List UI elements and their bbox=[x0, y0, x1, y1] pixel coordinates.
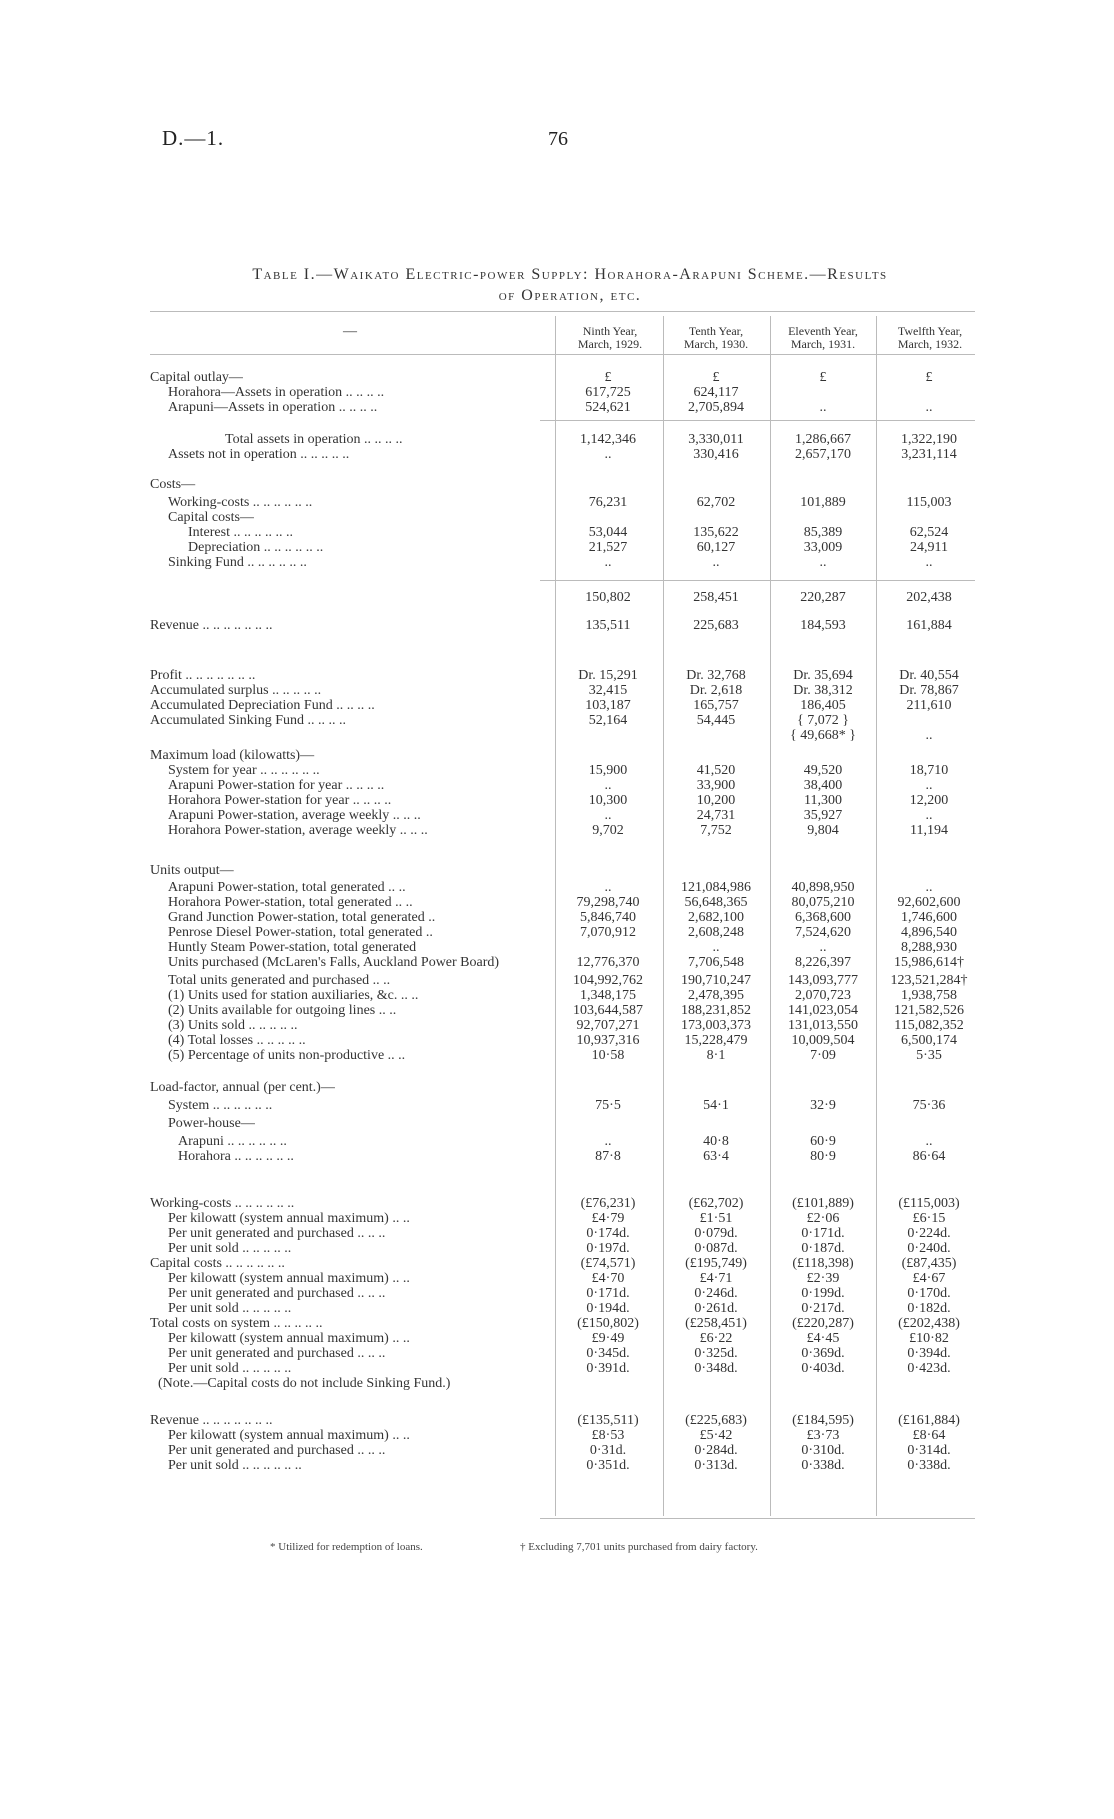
row-value-col-1: .. bbox=[604, 1134, 612, 1149]
row-label: Per unit generated and purchased .. .. .. bbox=[168, 1226, 386, 1241]
row-value-col-3: 0·171d. bbox=[801, 1226, 845, 1241]
row-value-col-4: 6,500,174 bbox=[901, 1033, 957, 1048]
row-value-col-4: 202,438 bbox=[906, 590, 952, 605]
row-value-col-1: 9,702 bbox=[592, 823, 624, 838]
row-value-col-3: 131,013,550 bbox=[788, 1018, 858, 1033]
row-value-col-4: 0·170d. bbox=[907, 1286, 951, 1301]
row-value-col-3: 0·187d. bbox=[801, 1241, 845, 1256]
row-value-col-3: 49,520 bbox=[803, 763, 843, 778]
row-label: Per unit generated and purchased .. .. .. bbox=[168, 1346, 386, 1361]
row-label: Total assets in operation .. .. .. .. bbox=[225, 432, 403, 447]
row-value-col-1: 103,187 bbox=[585, 698, 631, 713]
row-value-col-2: £1·51 bbox=[699, 1211, 733, 1226]
row-label: Maximum load (kilowatts)— bbox=[150, 748, 315, 763]
row-value-col-2: 3,330,011 bbox=[688, 432, 744, 447]
row-value-col-2: 60,127 bbox=[696, 540, 736, 555]
row-value-col-4: .. bbox=[925, 808, 933, 823]
row-label: Assets not in operation .. .. .. .. .. bbox=[168, 447, 350, 462]
footnote-dagger: † Excluding 7,701 units purchased from dairy factory. bbox=[520, 1541, 758, 1553]
table-header-rule bbox=[150, 354, 975, 355]
column-header-1-line2: March, 1929. bbox=[577, 337, 643, 351]
row-value-col-2: £5·42 bbox=[699, 1428, 733, 1443]
row-value-col-4: 4,896,540 bbox=[901, 925, 957, 940]
footnote-asterisk: * Utilized for redemption of loans. bbox=[270, 1541, 423, 1553]
row-label: Penrose Diesel Power-station, total generated .. bbox=[168, 925, 433, 940]
row-label: (Note.—Capital costs do not include Sinking Fund.) bbox=[158, 1376, 451, 1391]
row-value-col-2: 56,648,365 bbox=[684, 895, 748, 910]
row-value-col-1: (£76,231) bbox=[580, 1196, 636, 1211]
row-value-col-2: 8·1 bbox=[706, 1048, 726, 1063]
row-value-col-3: 11,300 bbox=[804, 793, 842, 808]
row-label: (3) Units sold .. .. .. .. .. bbox=[168, 1018, 298, 1033]
row-value-col-2: 0·087d. bbox=[694, 1241, 738, 1256]
column-header-3-line2: March, 1931. bbox=[790, 337, 856, 351]
row-label: (4) Total losses .. .. .. .. .. bbox=[168, 1033, 306, 1048]
row-value-col-3: 35,927 bbox=[803, 808, 843, 823]
row-value-col-4: 5·35 bbox=[916, 1048, 942, 1063]
row-label: Working-costs .. .. .. .. .. .. bbox=[168, 495, 313, 510]
row-value-col-3: Dr. 35,694 bbox=[793, 668, 853, 683]
row-label: Capital costs .. .. .. .. .. .. bbox=[150, 1256, 285, 1271]
row-value-col-2: (£195,749) bbox=[685, 1256, 747, 1271]
row-value-col-4: (£202,438) bbox=[898, 1316, 960, 1331]
row-value-col-4: £6·15 bbox=[912, 1211, 946, 1226]
row-label: Capital outlay— bbox=[150, 370, 243, 385]
row-value-col-2: 0·313d. bbox=[694, 1458, 738, 1473]
row-value-col-1: 0·194d. bbox=[586, 1301, 630, 1316]
row-label: Per unit generated and purchased .. .. .. bbox=[168, 1443, 386, 1458]
row-value-col-3: 6,368,600 bbox=[795, 910, 851, 925]
row-value-col-1: £4·70 bbox=[591, 1271, 625, 1286]
row-value-col-4: 18,710 bbox=[909, 763, 949, 778]
row-value-col-1: .. bbox=[604, 447, 612, 462]
row-label: Sinking Fund .. .. .. .. .. .. bbox=[168, 555, 307, 570]
row-value-col-2: .. bbox=[712, 940, 720, 955]
table-title-line-1: Table I.—Waikato Electric-power Supply: Horahora-Arapuni Scheme.—Results bbox=[252, 266, 888, 283]
row-value-col-4: .. bbox=[925, 728, 933, 743]
row-value-col-3: £3·73 bbox=[806, 1428, 840, 1443]
row-value-col-4: 161,884 bbox=[906, 618, 952, 633]
row-value-col-3: £4·45 bbox=[806, 1331, 840, 1346]
row-value-col-2: 173,003,373 bbox=[681, 1018, 751, 1033]
row-label: Interest .. .. .. .. .. .. bbox=[188, 525, 293, 540]
row-label: (5) Percentage of units non-productive .. .. bbox=[168, 1048, 406, 1063]
row-label: Total costs on system .. .. .. .. .. bbox=[150, 1316, 323, 1331]
row-value-col-1: 52,164 bbox=[588, 713, 628, 728]
column-header-2-line1: Tenth Year, bbox=[688, 324, 744, 338]
row-value-col-2: (£62,702) bbox=[688, 1196, 744, 1211]
row-value-col-3: 60·9 bbox=[810, 1134, 836, 1149]
row-label: Arapuni Power-station, total generated .. .. bbox=[168, 880, 406, 895]
row-value-col-3: (£184,595) bbox=[792, 1413, 854, 1428]
row-label: Horahora .. .. .. .. .. .. bbox=[178, 1149, 294, 1164]
row-value-col-3: 9,804 bbox=[807, 823, 839, 838]
row-value-col-4: 0·423d. bbox=[907, 1361, 951, 1376]
row-label: (2) Units available for outgoing lines .. .. bbox=[168, 1003, 397, 1018]
row-value-col-2: £6·22 bbox=[699, 1331, 733, 1346]
row-value-col-4: 8,288,930 bbox=[901, 940, 957, 955]
row-label: Horahora—Assets in operation .. .. .. .. bbox=[168, 385, 385, 400]
row-value-col-3: (£118,398) bbox=[792, 1256, 854, 1271]
row-value-col-3: £2·06 bbox=[806, 1211, 840, 1226]
row-value-col-1: 0·197d. bbox=[586, 1241, 630, 1256]
row-value-col-2: 0·284d. bbox=[694, 1443, 738, 1458]
document-code: D.—1. bbox=[162, 126, 225, 150]
row-value-col-4: .. bbox=[925, 1134, 933, 1149]
row-value-col-4: 211,610 bbox=[906, 698, 952, 713]
row-value-col-2: 2,705,894 bbox=[688, 400, 744, 415]
table-bottom-rule bbox=[540, 1518, 975, 1519]
column-header-3-line1: Eleventh Year, bbox=[788, 324, 858, 338]
row-value-col-3: £ bbox=[819, 370, 827, 385]
row-value-col-4: 0·314d. bbox=[907, 1443, 951, 1458]
row-label: Accumulated Depreciation Fund .. .. .. .. bbox=[150, 698, 375, 713]
row-value-col-1: 0·391d. bbox=[586, 1361, 630, 1376]
row-value-col-3: Dr. 38,312 bbox=[793, 683, 853, 698]
row-value-col-4: Dr. 40,554 bbox=[899, 668, 959, 683]
row-value-col-1: 15,900 bbox=[588, 763, 628, 778]
row-value-col-3: 141,023,054 bbox=[788, 1003, 858, 1018]
row-value-col-3: 7,524,620 bbox=[795, 925, 851, 940]
row-value-col-1: .. bbox=[604, 555, 612, 570]
row-value-col-4: 11,194 bbox=[910, 823, 948, 838]
row-value-col-2: Dr. 2,618 bbox=[689, 683, 743, 698]
row-value-col-4: .. bbox=[925, 555, 933, 570]
page-number: 76 bbox=[548, 128, 568, 150]
row-value-col-1: 87·8 bbox=[595, 1149, 621, 1164]
row-value-col-1: 7,070,912 bbox=[580, 925, 636, 940]
row-value-col-2: 0·325d. bbox=[694, 1346, 738, 1361]
row-value-col-3: 2,070,723 bbox=[795, 988, 851, 1003]
row-value-col-4: 75·36 bbox=[912, 1098, 946, 1113]
row-value-col-3: .. bbox=[819, 940, 827, 955]
row-value-col-2: 0·079d. bbox=[694, 1226, 738, 1241]
row-value-col-4: £10·82 bbox=[909, 1331, 949, 1346]
column-header-4-line2: March, 1932. bbox=[897, 337, 963, 351]
row-label: Arapuni Power-station for year .. .. .. .. bbox=[168, 778, 385, 793]
row-value-col-1: (£74,571) bbox=[580, 1256, 636, 1271]
row-value-col-2: 10,200 bbox=[696, 793, 736, 808]
row-value-col-1: 0·171d. bbox=[586, 1286, 630, 1301]
row-label: Revenue .. .. .. .. .. .. .. bbox=[150, 1413, 273, 1428]
row-label: Per unit sold .. .. .. .. .. bbox=[168, 1241, 292, 1256]
row-value-col-3: 186,405 bbox=[800, 698, 846, 713]
row-label: Per unit generated and purchased .. .. .. bbox=[168, 1286, 386, 1301]
sum-rule bbox=[540, 420, 975, 421]
row-value-col-4: .. bbox=[925, 778, 933, 793]
row-value-col-4: 3,231,114 bbox=[901, 447, 957, 462]
row-label: Arapuni .. .. .. .. .. .. bbox=[178, 1134, 287, 1149]
row-value-col-4: 92,602,600 bbox=[897, 895, 961, 910]
row-value-col-4: 15,986,614† bbox=[894, 955, 964, 970]
row-label: Per kilowatt (system annual maximum) .. .. bbox=[168, 1428, 410, 1443]
row-value-col-3: { 49,668* } bbox=[790, 728, 856, 743]
row-value-col-1: 104,992,762 bbox=[573, 973, 643, 988]
row-label: Horahora Power-station, total generated .. .. bbox=[168, 895, 413, 910]
row-value-col-4: 1,746,600 bbox=[901, 910, 957, 925]
row-value-col-4: 1,322,190 bbox=[901, 432, 957, 447]
row-value-col-4: 1,938,758 bbox=[901, 988, 957, 1003]
row-value-col-3: 220,287 bbox=[800, 590, 846, 605]
row-label: Working-costs .. .. .. .. .. .. bbox=[150, 1196, 295, 1211]
row-value-col-1: 617,725 bbox=[585, 385, 631, 400]
row-value-col-4: 123,521,284† bbox=[890, 973, 968, 988]
row-value-col-4: 115,003 bbox=[906, 495, 952, 510]
row-value-col-4: 0·182d. bbox=[907, 1301, 951, 1316]
row-value-col-2: 2,682,100 bbox=[688, 910, 744, 925]
row-value-col-2: 54·1 bbox=[703, 1098, 729, 1113]
row-value-col-4: £8·64 bbox=[912, 1428, 946, 1443]
row-label: Per kilowatt (system annual maximum) .. .. bbox=[168, 1211, 410, 1226]
row-value-col-3: { 7,072 } bbox=[797, 713, 849, 728]
row-label: System for year .. .. .. .. .. .. bbox=[168, 763, 320, 778]
row-label: Huntly Steam Power-station, total generated bbox=[168, 940, 417, 955]
row-value-col-1: £4·79 bbox=[591, 1211, 625, 1226]
row-label: Per kilowatt (system annual maximum) .. .. bbox=[168, 1271, 410, 1286]
row-value-col-1: £ bbox=[604, 370, 612, 385]
row-value-col-1: 0·31d. bbox=[589, 1443, 627, 1458]
row-value-col-1: .. bbox=[604, 808, 612, 823]
row-label: Profit .. .. .. .. .. .. .. bbox=[150, 668, 256, 683]
row-value-col-3: 80·9 bbox=[810, 1149, 836, 1164]
row-label: Horahora Power-station for year .. .. .. .. bbox=[168, 793, 392, 808]
row-value-col-3: 101,889 bbox=[800, 495, 846, 510]
row-value-col-4: 24,911 bbox=[910, 540, 948, 555]
row-value-col-3: (£220,287) bbox=[792, 1316, 854, 1331]
row-label: Horahora Power-station, average weekly .. .. .. bbox=[168, 823, 428, 838]
row-value-col-2: 7,752 bbox=[700, 823, 732, 838]
row-value-col-3: 0·369d. bbox=[801, 1346, 845, 1361]
row-value-col-1: .. bbox=[604, 778, 612, 793]
row-value-col-2: 0·261d. bbox=[694, 1301, 738, 1316]
row-value-col-4: 0·224d. bbox=[907, 1226, 951, 1241]
row-value-col-4: 62,524 bbox=[909, 525, 949, 540]
column-header-4-line1: Twelfth Year, bbox=[897, 324, 963, 338]
row-value-col-2: 54,445 bbox=[696, 713, 736, 728]
row-value-col-2: 24,731 bbox=[696, 808, 736, 823]
row-label: Per unit sold .. .. .. .. .. bbox=[168, 1301, 292, 1316]
row-value-col-3: .. bbox=[819, 555, 827, 570]
row-value-col-1: £8·53 bbox=[591, 1428, 625, 1443]
row-label: Accumulated Sinking Fund .. .. .. .. bbox=[150, 713, 346, 728]
row-value-col-2: 7,706,548 bbox=[688, 955, 744, 970]
row-value-col-1: 32,415 bbox=[588, 683, 628, 698]
row-value-col-3: 1,286,667 bbox=[795, 432, 851, 447]
row-value-col-1: (£135,511) bbox=[577, 1413, 639, 1428]
row-value-col-4: 0·394d. bbox=[907, 1346, 951, 1361]
row-value-col-1: 1,142,346 bbox=[580, 432, 636, 447]
row-value-col-2: (£258,451) bbox=[685, 1316, 747, 1331]
row-value-col-4: Dr. 78,867 bbox=[899, 683, 959, 698]
row-value-col-2: 225,683 bbox=[693, 618, 739, 633]
sum-rule bbox=[540, 580, 975, 581]
row-label: (1) Units used for station auxiliaries, &c. .. .. bbox=[168, 988, 419, 1003]
row-value-col-2: 63·4 bbox=[703, 1149, 729, 1164]
row-value-col-2: £ bbox=[712, 370, 720, 385]
row-value-col-3: 38,400 bbox=[803, 778, 843, 793]
row-value-col-4: .. bbox=[925, 400, 933, 415]
row-value-col-4: (£115,003) bbox=[898, 1196, 960, 1211]
table-title-line-2: of Operation, etc. bbox=[498, 287, 642, 304]
row-value-col-1: 10,937,316 bbox=[576, 1033, 640, 1048]
row-value-col-1: .. bbox=[604, 880, 612, 895]
row-value-col-2: .. bbox=[712, 555, 720, 570]
row-value-col-1: 12,776,370 bbox=[576, 955, 640, 970]
row-value-col-1: 53,044 bbox=[588, 525, 628, 540]
row-value-col-4: 0·240d. bbox=[907, 1241, 951, 1256]
row-label: System .. .. .. .. .. .. bbox=[168, 1098, 273, 1113]
row-label: Units purchased (McLaren's Falls, Auckland Power Board) bbox=[168, 955, 500, 970]
row-label: Units output— bbox=[150, 863, 234, 878]
row-value-col-2: (£225,683) bbox=[685, 1413, 747, 1428]
row-value-col-3: 10,009,504 bbox=[791, 1033, 855, 1048]
row-value-col-2: 121,084,986 bbox=[681, 880, 751, 895]
row-value-col-1: 103,644,587 bbox=[573, 1003, 643, 1018]
row-value-col-3: 143,093,777 bbox=[788, 973, 858, 988]
row-value-col-2: 41,520 bbox=[696, 763, 736, 778]
row-label: Arapuni Power-station, average weekly .. .. .. bbox=[168, 808, 421, 823]
row-value-col-3: 7·09 bbox=[810, 1048, 836, 1063]
row-value-col-3: 0·310d. bbox=[801, 1443, 845, 1458]
row-value-col-2: 40·8 bbox=[703, 1134, 729, 1149]
row-value-col-1: 0·345d. bbox=[586, 1346, 630, 1361]
row-value-col-4: £ bbox=[925, 370, 933, 385]
row-value-col-2: 2,608,248 bbox=[688, 925, 744, 940]
row-value-col-2: 165,757 bbox=[693, 698, 739, 713]
row-value-col-3: .. bbox=[819, 400, 827, 415]
row-value-col-4: 0·338d. bbox=[907, 1458, 951, 1473]
row-value-col-1: 76,231 bbox=[588, 495, 628, 510]
row-value-col-1: 524,621 bbox=[585, 400, 631, 415]
row-value-col-4: 115,082,352 bbox=[894, 1018, 964, 1033]
row-value-col-1: 10,300 bbox=[588, 793, 628, 808]
row-value-col-4: .. bbox=[925, 880, 933, 895]
row-value-col-2: 258,451 bbox=[693, 590, 739, 605]
row-value-col-3: 33,009 bbox=[803, 540, 843, 555]
row-value-col-2: 624,117 bbox=[693, 385, 739, 400]
row-value-col-3: 184,593 bbox=[800, 618, 846, 633]
row-value-col-3: 85,389 bbox=[803, 525, 843, 540]
row-value-col-3: 40,898,950 bbox=[791, 880, 855, 895]
row-value-col-2: 2,478,395 bbox=[688, 988, 744, 1003]
row-value-col-2: 0·348d. bbox=[694, 1361, 738, 1376]
row-value-col-1: 5,846,740 bbox=[580, 910, 636, 925]
row-label: Per kilowatt (system annual maximum) .. .. bbox=[168, 1331, 410, 1346]
row-value-col-1: £9·49 bbox=[591, 1331, 625, 1346]
row-value-col-4: (£161,884) bbox=[898, 1413, 960, 1428]
column-header-2-line2: March, 1930. bbox=[683, 337, 749, 351]
row-value-col-2: 330,416 bbox=[693, 447, 739, 462]
row-value-col-1: Dr. 15,291 bbox=[578, 668, 638, 683]
column-header-1-line1: Ninth Year, bbox=[582, 324, 638, 338]
row-value-col-3: 2,657,170 bbox=[795, 447, 851, 462]
row-value-col-2: 190,710,247 bbox=[681, 973, 751, 988]
row-value-col-3: 32·9 bbox=[810, 1098, 836, 1113]
row-label: Accumulated surplus .. .. .. .. .. bbox=[150, 683, 322, 698]
row-label: Total units generated and purchased .. .. bbox=[168, 973, 391, 988]
row-value-col-3: (£101,889) bbox=[792, 1196, 854, 1211]
row-value-col-2: 188,231,852 bbox=[681, 1003, 751, 1018]
row-value-col-1: 75·5 bbox=[595, 1098, 621, 1113]
row-value-col-3: 0·403d. bbox=[801, 1361, 845, 1376]
row-value-col-3: 80,075,210 bbox=[791, 895, 855, 910]
row-value-col-1: 0·351d. bbox=[586, 1458, 630, 1473]
row-label: Load-factor, annual (per cent.)— bbox=[150, 1080, 335, 1095]
row-label: Revenue .. .. .. .. .. .. .. bbox=[150, 618, 273, 633]
row-value-col-2: £4·71 bbox=[699, 1271, 733, 1286]
row-value-col-3: 0·217d. bbox=[801, 1301, 845, 1316]
row-value-col-3: 0·338d. bbox=[801, 1458, 845, 1473]
row-label: Power-house— bbox=[168, 1116, 255, 1131]
row-value-col-1: 21,527 bbox=[588, 540, 628, 555]
row-label: Per unit sold .. .. .. .. .. bbox=[168, 1361, 292, 1376]
row-value-col-3: 0·199d. bbox=[801, 1286, 845, 1301]
row-value-col-2: 62,702 bbox=[696, 495, 736, 510]
row-value-col-2: 0·246d. bbox=[694, 1286, 738, 1301]
row-label: Costs— bbox=[150, 477, 196, 492]
row-value-col-2: 135,622 bbox=[693, 525, 739, 540]
table-top-rule bbox=[150, 311, 975, 312]
row-value-col-3: 8,226,397 bbox=[795, 955, 851, 970]
row-label: Depreciation .. .. .. .. .. .. bbox=[188, 540, 324, 555]
row-value-col-1: 135,511 bbox=[585, 618, 631, 633]
row-label: Per unit sold .. .. .. .. .. .. bbox=[168, 1458, 302, 1473]
row-value-col-1: 79,298,740 bbox=[576, 895, 640, 910]
row-value-col-4: 12,200 bbox=[909, 793, 949, 808]
row-value-col-4: 86·64 bbox=[912, 1149, 946, 1164]
row-label: Arapuni—Assets in operation .. .. .. .. bbox=[168, 400, 378, 415]
row-value-col-4: (£87,435) bbox=[901, 1256, 957, 1271]
row-label: Grand Junction Power-station, total generated .. bbox=[168, 910, 436, 925]
row-value-col-2: Dr. 32,768 bbox=[686, 668, 746, 683]
row-value-col-3: £2·39 bbox=[806, 1271, 840, 1286]
row-value-col-1: 92,707,271 bbox=[576, 1018, 640, 1033]
row-value-col-1: 150,802 bbox=[585, 590, 631, 605]
row-value-col-4: 121,582,526 bbox=[894, 1003, 964, 1018]
row-value-col-1: 10·58 bbox=[591, 1048, 625, 1063]
row-value-col-2: 33,900 bbox=[696, 778, 736, 793]
row-value-col-1: (£150,802) bbox=[577, 1316, 639, 1331]
label-column-header: — bbox=[343, 324, 357, 339]
row-value-col-4: £4·67 bbox=[912, 1271, 946, 1286]
row-label: Capital costs— bbox=[168, 510, 254, 525]
row-value-col-1: 0·174d. bbox=[586, 1226, 630, 1241]
row-value-col-1: 1,348,175 bbox=[580, 988, 636, 1003]
row-value-col-2: 15,228,479 bbox=[684, 1033, 748, 1048]
